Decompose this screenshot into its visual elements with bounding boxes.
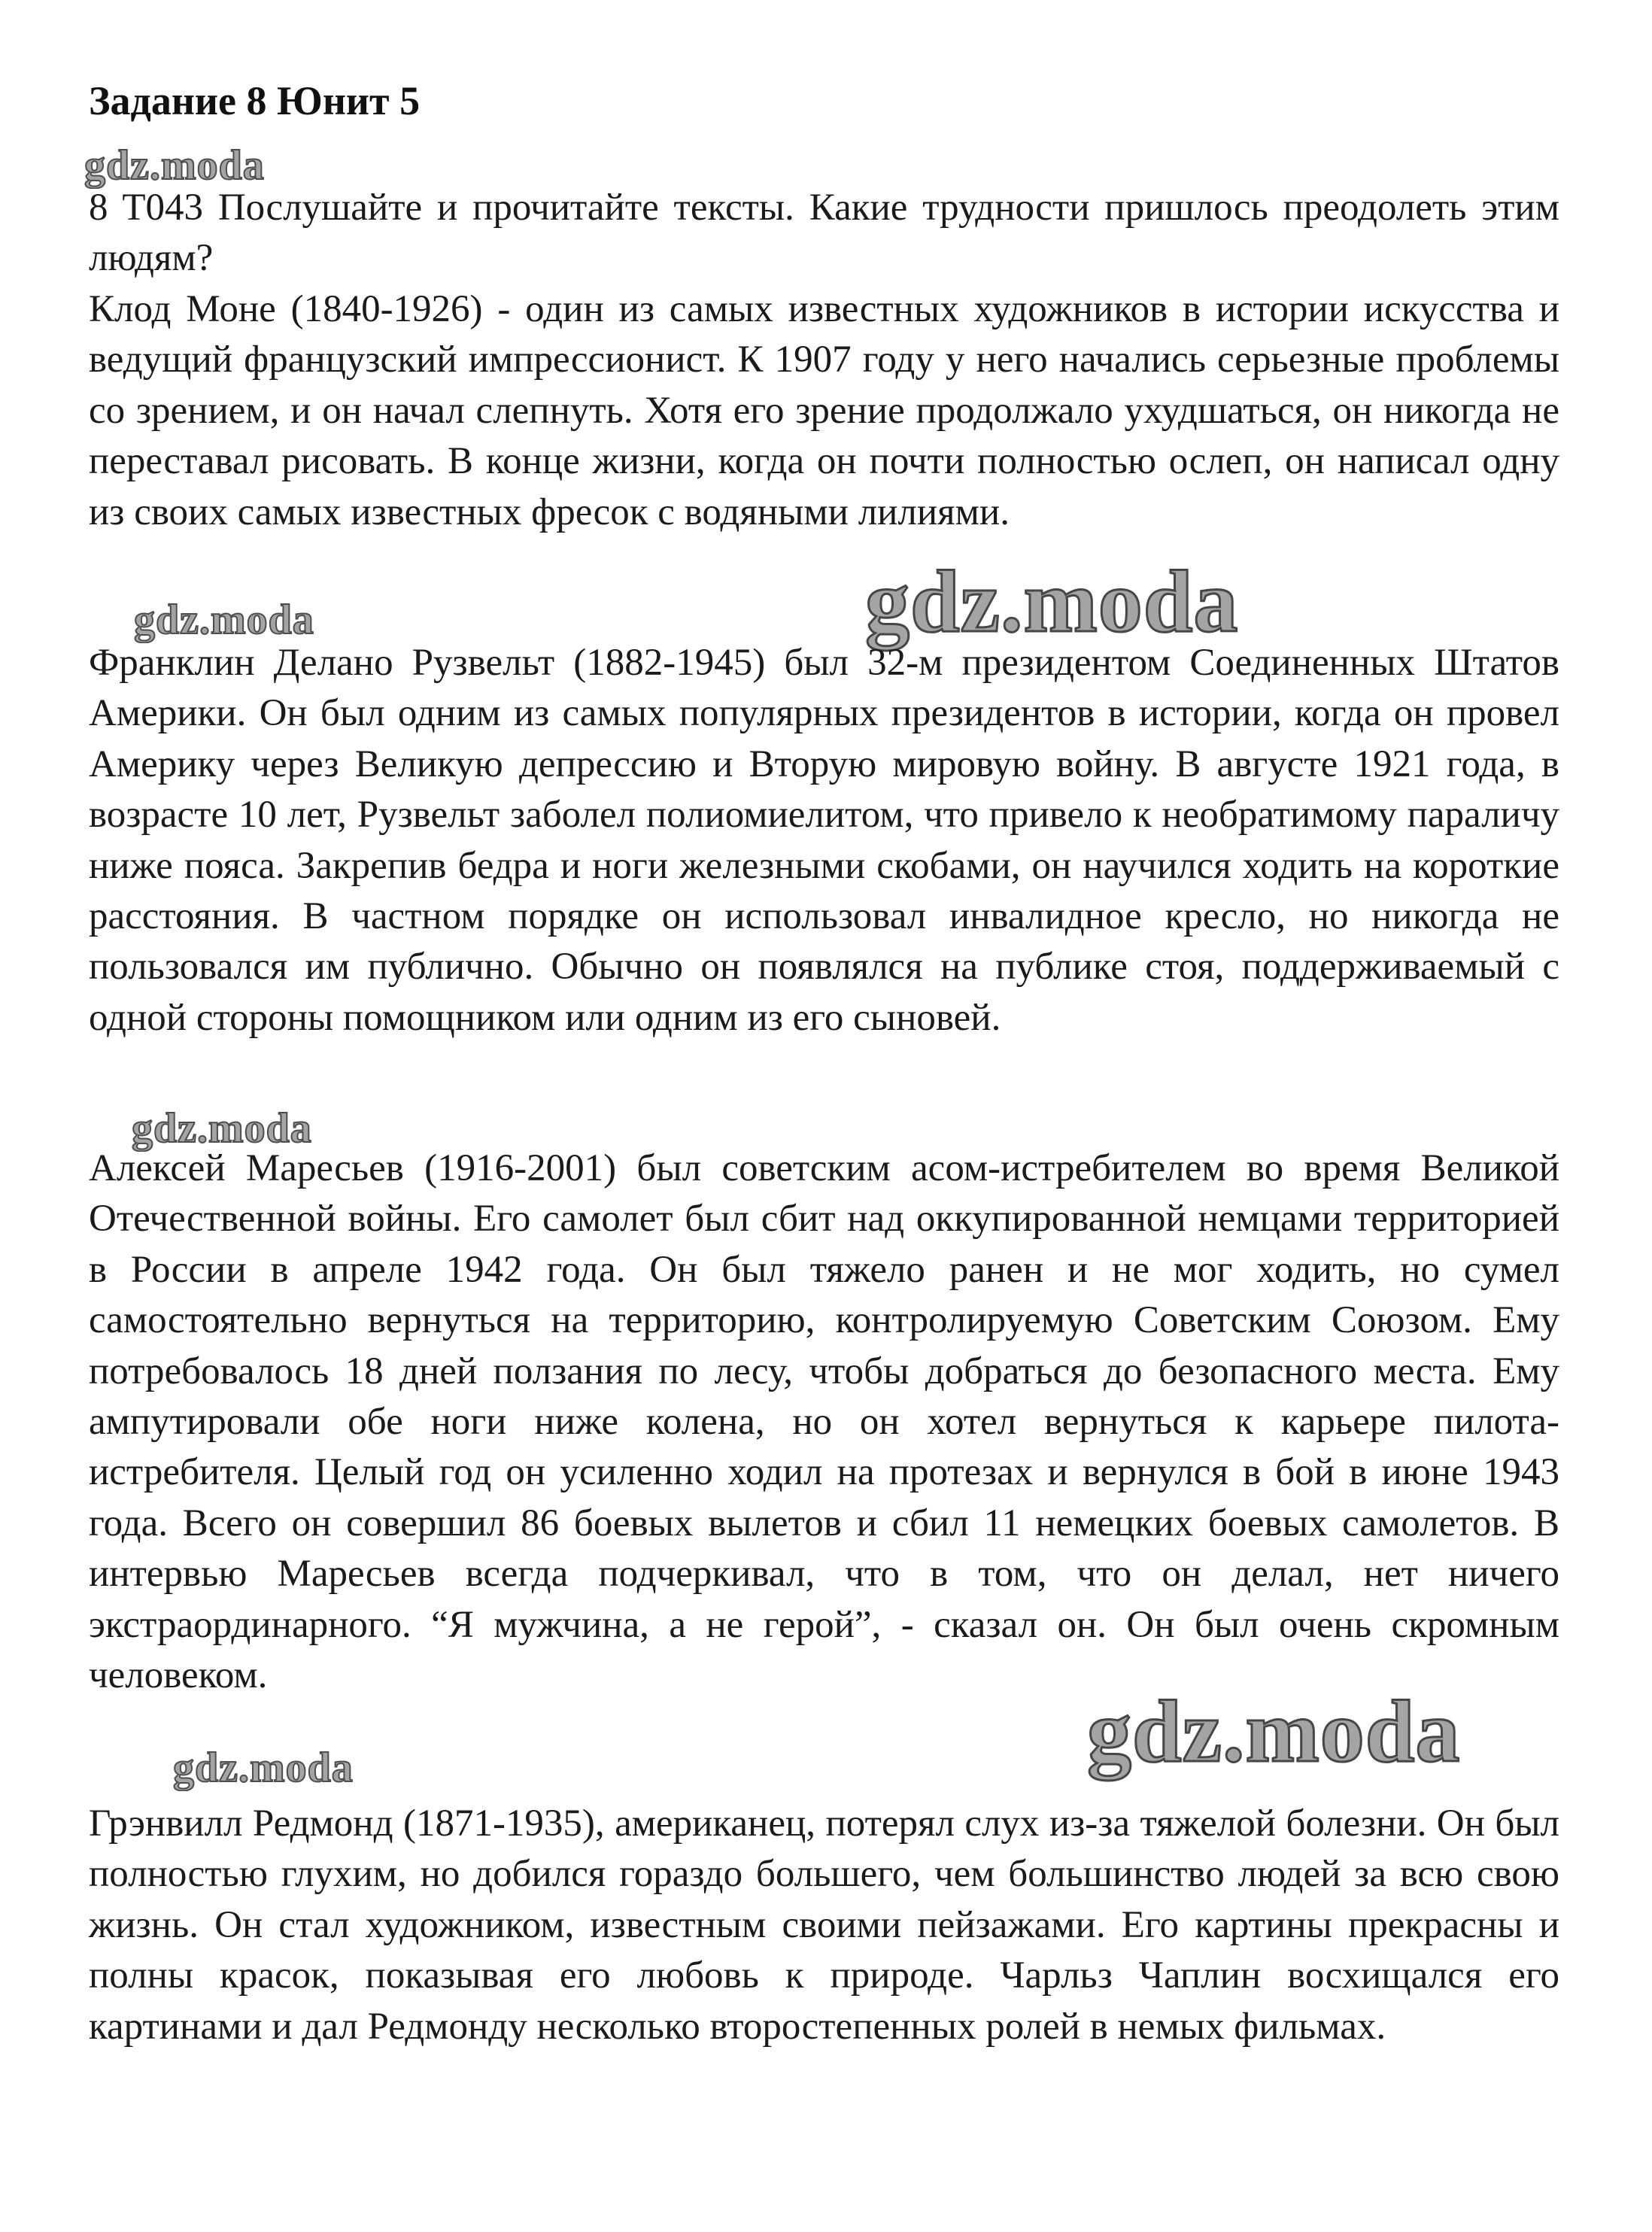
paragraph-roosevelt: Франклин Делано Рузвельт (1882-1945) был 32-м президентом Соединенных Штатов Америки. Он был одним из самых популярных президентов в истории, когда он провел Америку через Великую депрессию и Вторую мировую войну. В августе 1921 года, в возрасте 10 лет, Рузвельт заболел полиомиелитом, что привело к необратимому параличу ниже пояса. Закрепив бедра и ноги железными скобами, он научился ходить на короткие расстояния. В частном порядке он использовал инвалидное кресло, но никогда не пользовался им публично. Обычно он появлялся на публике стоя, поддерживаемый с одной стороны помощником или одним из его сыновей. [89,642,1559,1039]
paragraph-monet: Клод Моне (1840-1926) - один из самых известных художников в истории искусства и ведущий французский импрессионист. К 1907 году у него начались серьезные проблемы со зрением, и он начал слепнуть. Хотя его зрение продолжало ухудшаться, он никогда не переставал рисовать. В конце жизни, когда он почти полностью ослеп, он написал одну из своих самых известных фресок с водяными лилиями. [89,288,1559,533]
task-instruction: 8 T043 Послушайте и прочитайте тексты. Какие трудности пришлось преодолеть этим людям? [89,187,1559,280]
watermark: gdz.moda [84,142,265,189]
watermark: gdz.moda [865,552,1239,651]
paragraph-maresyev: Алексей Маресьев (1916-2001) был советским асом-истребителем во время Великой Отечественной войны. Его самолет был сбит над оккупированной немцами территорией в России в апреле 1942 года. Он был тяжело ранен и не мог ходить, но сумел самостоятельно вернуться на территорию, контролируемую Советским Союзом. Ему потребовалось 18 дней ползания по лесу, чтобы добраться до безопасного места. Ему ампутировали обе ноги ниже колена, но он хотел вернуться к карьере пилота-истребителя. Целый год он усиленно ходил на протезах и вернулся в бой в июне 1943 года. Всего он совершил 86 боевых вылетов и сбил 11 немецких боевых самолетов. В интервью Маресьев всегда подчеркивал, что в том, что он делал, нет ничего экстраординарного. “Я мужчина, а не герой”, - сказал он. Он был очень скромным человеком. [89,1147,1559,1697]
page-title: Задание 8 Юнит 5 [89,78,421,123]
watermark: gdz.moda [134,597,314,643]
watermark: gdz.moda [132,1105,312,1152]
watermark: gdz.moda [173,1745,354,1791]
paragraph-redmond: Грэнвилл Редмонд (1871-1935), американец, потерял слух из-за тяжелой болезни. Он был полностью глухим, но добился гораздо большего, чем большинство людей за всю свою жизнь. Он стал художником, известным своими пейзажами. Его картины прекрасны и полны красок, показывая его любовь к природе. Чарльз Чаплин восхищался его картинами и дал Редмонду несколько второстепенных ролей в немых фильмах. [89,1802,1559,2048]
watermark: gdz.moda [1087,1682,1461,1781]
